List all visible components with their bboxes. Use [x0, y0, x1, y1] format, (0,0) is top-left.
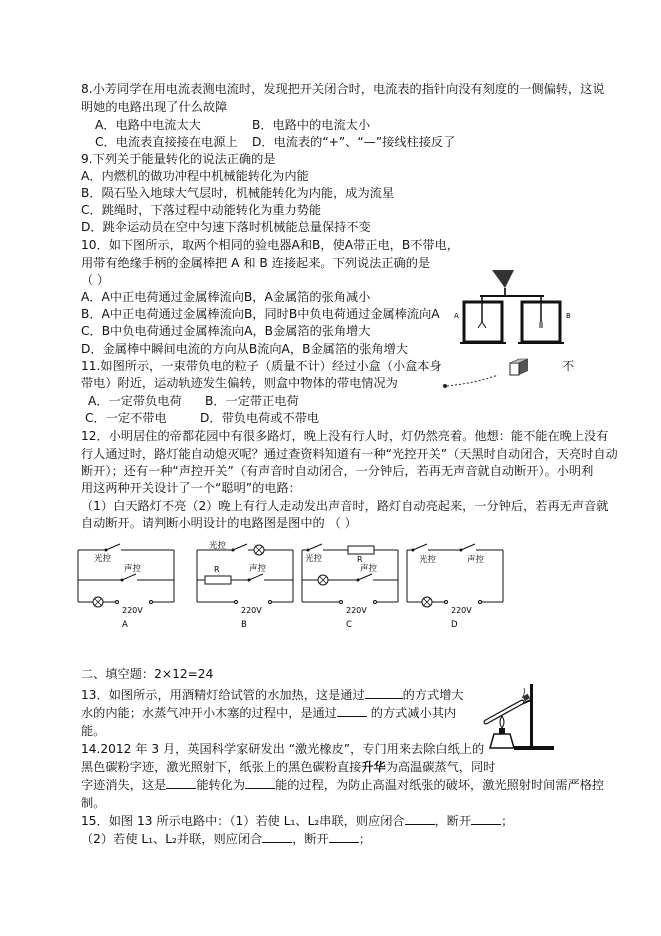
q13-line1-part1: 13．如图所示，用酒精灯给试管的水加热，这是通过: [81, 688, 365, 702]
q15-line2-part2: ，断开: [292, 832, 329, 846]
light-switch-c: [308, 544, 322, 550]
q10-option-b: B．A中正电荷通过金属棒流向B，同时B中负电荷通过金属棒流向A: [81, 307, 440, 321]
circuit-a-sound-label: 声控: [124, 564, 142, 574]
q15-line1-part3: ；: [501, 814, 514, 828]
q11-option-c: C．一定不带电: [85, 411, 167, 425]
q14-line3-part3: 能的过程，为防止高温对纸张的破坏，激光照射时间需严格控: [275, 778, 605, 792]
circuit-c-resistor-label: R: [357, 555, 363, 564]
q8-line1: 8.小芳同学在用电流表测电流时，发现把开关闭合时，电流表的指针向没有刻度的一侧偏转，这说: [81, 82, 605, 96]
q13-blank-1[interactable]: [365, 686, 403, 699]
resistor-c: [348, 546, 374, 554]
q13-blank-2[interactable]: [337, 704, 367, 717]
q9-option-b: B．陨石坠入地球大气层时，机械能转化为内能，成为流星: [81, 186, 395, 200]
particle-source: [443, 384, 447, 388]
sound-switch-a: [122, 574, 136, 580]
light-switch-d: [413, 544, 427, 550]
q14-line3-part1: 字迹消失，这是: [81, 778, 167, 792]
iron-stand-rod: [530, 684, 533, 748]
q15-blank-1[interactable]: [405, 812, 435, 825]
light-switch-b: [233, 544, 247, 550]
q14-line2-part2: 为高温碳蒸气，同时: [385, 760, 496, 774]
q11-option-b: B．一定带正电荷: [205, 394, 299, 408]
light-switch-a: [106, 544, 120, 550]
insulated-handle: [492, 270, 514, 288]
circuit-c: [300, 540, 400, 630]
q8-option-c: C．电流表直接接在电源上: [95, 135, 238, 149]
circuit-b-resistor-label: R: [214, 565, 220, 574]
q9-option-a: A．内燃机的做功冲程中机械能转化为内能: [81, 169, 309, 183]
q12-line5: （1）白天路灯不亮（2）晚上有行人走动发出声音时，路灯自动亮起来，一分钟后，若再无声音就: [81, 499, 609, 513]
q15-blank-2[interactable]: [471, 812, 501, 825]
particle-trajectory: [447, 375, 498, 386]
q11-option-a: A．一定带负电荷: [88, 394, 182, 408]
q14-blank-1[interactable]: [166, 776, 196, 789]
q14-line2-bold: 升华: [361, 760, 386, 774]
circuit-b-sound-label: 声控: [249, 564, 267, 574]
q11-line1: 11.如图所示，一束带负电的粒子（质量不计）经过小盒（小盒本身: [81, 359, 442, 373]
circuit-d-light-label: 光控: [419, 555, 437, 565]
circuit-b: [195, 540, 295, 630]
q12-line3: 断开）；还有一种“声控开关”（有声音时自动闭合，一分钟后，若再无声音就自动断开）。小明利: [81, 464, 594, 478]
q15-line1-part2: ，断开: [434, 814, 472, 828]
section2-title: 二、填空题：2×12=24: [81, 667, 214, 681]
q11-line2: 带电）附近，运动轨迹发生偏转，则盒中物体的带电情况为: [81, 376, 398, 390]
particle-box-figure: [436, 355, 546, 395]
alcohol-lamp: [490, 734, 514, 748]
q15-line2: [81, 830, 371, 848]
circuit-c-sound-label: 声控: [360, 564, 378, 574]
q10-line1: 10．如下图所示，取两个相同的验电器A和B，使A带正电，B不带电，: [81, 238, 459, 252]
circuit-a-voltage: 220V: [122, 606, 143, 615]
q12-line6: 自动断开。请判断小明设计的电路图是图中的 （ ）: [81, 516, 357, 530]
q15-blank-4[interactable]: [329, 830, 359, 843]
q8-option-a: A．电路中电流太大: [95, 118, 201, 132]
q14-line2: [81, 758, 495, 776]
q10-option-d: D．金属棒中瞬间电流的方向从B流向A，B金属箔的张角增大: [81, 342, 408, 356]
circuit-b-label: B: [241, 620, 247, 630]
circuit-a: [76, 540, 176, 630]
sound-switch-d: [461, 544, 475, 550]
flame: [500, 716, 504, 728]
q10-option-a: A．A中正电荷通过金属棒流向B，A金属箔的张角减小: [81, 290, 371, 304]
q12-line4: 用这两种开关设计了一个“聪明”的电路：: [81, 481, 301, 495]
circuit-d-label: D: [451, 620, 458, 630]
circuit-c-light-label: 光控: [305, 554, 323, 564]
sound-switch-b: [249, 574, 263, 580]
q15-line1: [81, 812, 513, 830]
q11-line1-tail: 不: [562, 359, 575, 373]
q15-blank-3[interactable]: [262, 830, 292, 843]
small-box: [510, 363, 519, 375]
circuit-b-voltage: 220V: [241, 606, 262, 615]
q11-option-d: D．带负电荷或不带电: [200, 411, 320, 425]
q15-line1-part1: 15．如图 13 所示电路中：（1）若使 L₁、L₂串联，则应闭合: [81, 814, 405, 828]
electroscope-label-b: B: [566, 312, 571, 320]
q13-line2-part1: 水的内能；水蒸气冲开小木塞的过程中，是通过: [81, 706, 337, 720]
q14-blank-2[interactable]: [245, 776, 275, 789]
q9-option-d: D．跳伞运动员在空中匀速下落时机械能总量保持不变: [81, 220, 371, 234]
circuit-a-light-label: 光控: [94, 554, 112, 564]
q10-paren: （ ）: [81, 273, 110, 287]
electroscope-figure: [452, 262, 587, 352]
q15-line2-part1: （2）若使 L₁、L₂并联，则应闭合: [81, 832, 263, 846]
circuit-d-sound-label: 声控: [467, 555, 485, 565]
q13-line1: [81, 686, 464, 704]
circuit-b-light-label: 光控: [209, 541, 227, 551]
circuit-d: [405, 540, 505, 630]
electroscope-label-a: A: [454, 312, 459, 320]
q8-option-d: D．电流表的“+”、“—”接线柱接反了: [252, 135, 456, 149]
q13-line3: 能。: [81, 724, 106, 738]
circuit-d-voltage: 220V: [451, 606, 472, 615]
q13-line1-part2: 的方式增大: [402, 688, 464, 702]
q13-line2-part2: 的方式减小其内: [366, 706, 457, 720]
q13-line2: [81, 704, 456, 722]
q12-line2: 行人通过时，路灯能自动熄灭呢？通过查资料知道有一种“光控开关”（天黑时自动闭合，天亮时自动: [81, 447, 618, 461]
q12-line1: 12．小明居住的帝都花园中有很多路灯，晚上没有行人时，灯仍然亮着。他想：能不能在晚上没有: [81, 429, 609, 443]
iron-stand-base: [514, 746, 554, 750]
q14-line3-part2: 能转化为: [196, 778, 246, 792]
circuit-a-label: A: [122, 620, 128, 630]
q9-stem: 9.下列关于能量转化的说法正确的是: [81, 152, 276, 166]
sound-switch-c: [358, 574, 372, 580]
q10-option-c: C．B中负电荷通过金属棒流向A，B金属箔的张角增大: [81, 324, 371, 338]
q15-line2-part3: ；: [358, 832, 371, 846]
q14-line4: 制。: [81, 796, 106, 810]
q8-option-b: B．电路中的电流太小: [252, 118, 371, 132]
q10-line2: 用带有绝缘手柄的金属棒把 A 和 B 连接起来。下列说法正确的是: [81, 256, 431, 270]
electroscope-a: [464, 302, 502, 342]
q14-line3: [81, 776, 604, 794]
circuit-c-voltage: 220V: [346, 606, 367, 615]
q14-line2-part1: 黑色碳粉字迹，激光照射下，纸张上的黑色碳粉直接: [81, 760, 362, 774]
q9-option-c: C．跳绳时，下落过程中动能转化为重力势能: [81, 203, 322, 217]
q8-line2: 明她的电路出现了什么故障: [81, 100, 228, 114]
resistor-b: [205, 576, 231, 584]
circuit-c-label: C: [346, 620, 352, 630]
test-tube-figure: [478, 678, 558, 754]
q14-line1: 14.2012 年 3 月，英国科学家研发出 “激光橡皮”，专门用来去除白纸上的: [81, 742, 485, 756]
